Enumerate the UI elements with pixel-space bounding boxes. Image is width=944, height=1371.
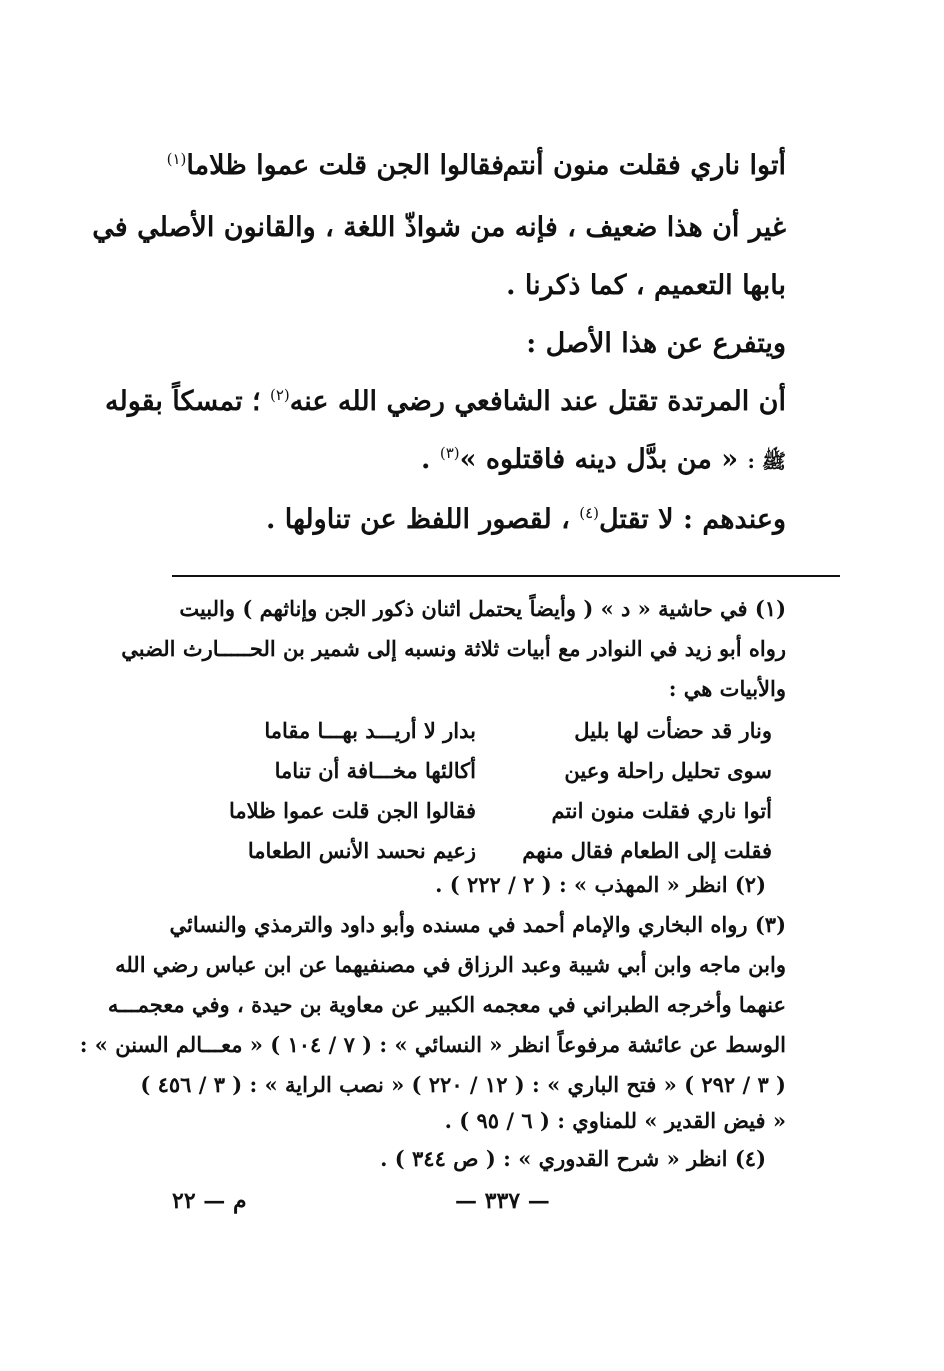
verse-second-text: فقالوا الجن قلت عموا ظلاما [186, 150, 504, 181]
footnote-3-line-2: وابن ماجه وابن أبي شيبة وعبد الرزاق في مصنفيهما عن ابن عباس رضي الله [115, 952, 786, 977]
body-line-5 [421, 444, 786, 478]
body-line-1: غير أن هذا ضعيف ، فإنه من شواذّ اللغة ، والقانون الأصلي في [92, 212, 786, 243]
body-line-4-text-a: أن المرتدة تقتل عند الشافعي رضي الله عنه [289, 386, 786, 417]
body-line-2: بابها التعميم ، كما ذكرنا . [506, 270, 786, 301]
footnote-verse-1-right: ونار قد حضأت لها بليل [574, 718, 772, 743]
footnote-3-line-6: « فيض القدير » للمناوي : ( ٦ / ٩٥ ) . [444, 1108, 786, 1133]
body-line-4-text-b: ؛ تمسكاً بقوله [105, 386, 261, 417]
footnote-4: (٤) انظر « شرح القدوري » : ( ص ٣٤٤ ) . [380, 1146, 766, 1171]
footnote-verse-2-right: سوى تحليل راحلة وعين [564, 758, 772, 783]
footnote-ref-2: (٢) [270, 386, 290, 404]
footnote-3-line-5: ( ٣ / ٢٩٢ ) « فتح الباري » : ( ١٢ / ٢٢٠ ) « نصب الراية » : ( ٣ / ٤٥٦ ) [140, 1072, 786, 1097]
footnote-verse-3-left: فقالوا الجن قلت عموا ظلاما [228, 798, 476, 823]
body-line-6-text-a: وعندهم : لا تقتل [598, 504, 786, 535]
footnote-verse-3-right: أتوا ناري فقلت منون انتم [551, 798, 772, 823]
footnote-ref-4: (٤) [579, 504, 599, 522]
verse-first-hemistich: أتوا ناري فقلت منون أنتم [502, 150, 786, 181]
footnote-verse-1-left: بدار لا أريـــد بهـــا مقاما [264, 718, 476, 743]
footnote-3-line-1: (٣) رواه البخاري والإمام أحمد في مسنده وأبو داود والترمذي والنسائي [169, 912, 786, 937]
body-line-4 [105, 386, 786, 417]
page-number: — ٣٣٧ — [455, 1188, 550, 1214]
footnote-1-line-3: والأبيات هي : [668, 676, 786, 701]
body-line-5-end: . [421, 444, 431, 475]
body-line-3: ويتفرع عن هذا الأصل : [526, 328, 786, 359]
footnote-3-line-3: عنهما وأخرجه الطبراني في معجمه الكبير عن معاوية بن حيدة ، وفي معجمـــه [107, 992, 786, 1017]
footnote-1-line-2: رواه أبو زيد في النوادر مع أبيات ثلاثة ونسبه إلى شمير بن الحـــــارث الضبي [121, 636, 786, 661]
footnote-3-line-4: الوسط عن عائشة مرفوعاً انظر « النسائي » : ( ٧ / ١٠٤ ) « معـــالم السنن » : [79, 1032, 786, 1057]
footnote-2: (٢) انظر « المهذب » : ( ٢ / ٢٢٢ ) . [435, 872, 766, 897]
body-line-6-text-b: ، لقصور اللفظ عن تناولها . [265, 504, 570, 535]
salutation-glyph: ﷺ : [747, 449, 786, 473]
signature-mark: م — ٢٢ [172, 1188, 247, 1214]
hadith-quote: « من بدَّل دينه فاقتلوه » [459, 444, 739, 475]
footnote-1-line-1: (١) في حاشية « د » ( وأيضاً يحتمل اثنان ذكور الجن وإناثهم ) والبيت [179, 596, 786, 621]
footnote-ref-3: (٣) [439, 444, 460, 462]
footnote-verse-2-left: أكالئها مخـــافة أن تناما [274, 758, 476, 783]
footnote-verse-4-left: زعيم نحسد الأنس الطعاما [247, 838, 476, 863]
body-line-6 [266, 504, 786, 535]
footnote-ref-1: (١) [166, 150, 187, 168]
footnote-verse-4-right: فقلت إلى الطعام فقال منهم [522, 838, 772, 863]
footnote-separator [172, 575, 840, 577]
verse-second-hemistich [167, 150, 504, 181]
